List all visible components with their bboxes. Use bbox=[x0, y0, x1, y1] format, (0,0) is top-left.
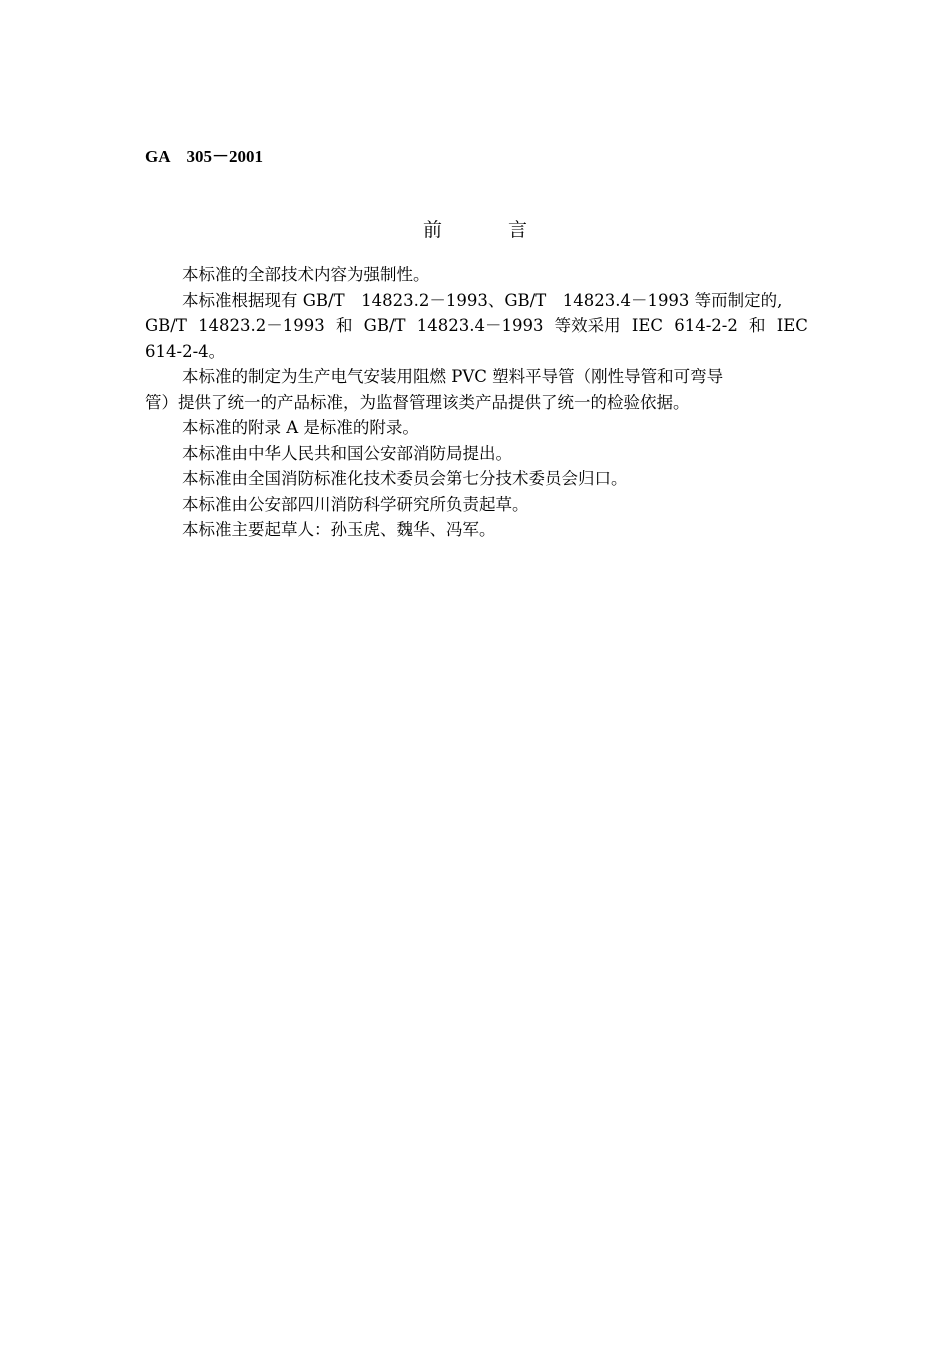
foreword-heading bbox=[0, 215, 950, 242]
heading-char-2: 言 bbox=[508, 219, 528, 241]
basis-word: 和 bbox=[749, 316, 766, 335]
paragraph-purpose-line-1: 本标准的制定为生产电气安装用阻燃 PVC 塑料平导管（刚性导管和可弯导 bbox=[182, 367, 724, 386]
paragraph-managed-by: 本标准由全国消防标准化技术委员会第七分技术委员会归口。 bbox=[182, 469, 628, 488]
basis-word: 614-2-2 bbox=[674, 316, 738, 335]
basis-word: GB/T bbox=[363, 316, 406, 335]
basis-word: 14823.2－1993 bbox=[198, 316, 325, 335]
basis-word: 14823.4－1993 bbox=[416, 316, 544, 335]
paragraph-purpose bbox=[145, 364, 808, 415]
paragraph-proposed-by: 本标准由中华人民共和国公安部消防局提出。 bbox=[182, 443, 512, 463]
basis-word: IEC bbox=[631, 316, 664, 335]
foreword-body bbox=[145, 262, 808, 543]
basis-word: 等效采用 bbox=[554, 316, 621, 335]
paragraph-basis-line-2 bbox=[145, 313, 808, 339]
paragraph-drafted-by: 本标准由公安部四川消防科学研究所负责起草。 bbox=[182, 494, 529, 514]
paragraph-appendix: 本标准的附录 A 是标准的附录。 bbox=[182, 418, 419, 437]
paragraph-basis-line-3: 614-2-4。 bbox=[145, 341, 226, 361]
paragraph-basis bbox=[145, 288, 808, 365]
basis-word: 和 bbox=[335, 316, 353, 335]
paragraph-mandatory: 本标准的全部技术内容为强制性。 bbox=[182, 265, 430, 284]
paragraph-basis-line-1: 本标准根据现有 GB/T 14823.2－1993、GB/T 14823.4－1993 等而制定的, bbox=[182, 290, 783, 310]
basis-word: IEC bbox=[776, 316, 808, 335]
paragraph-purpose-line-2: 管）提供了统一的产品标准，为监督管理该类产品提供了统一的检验依据。 bbox=[145, 392, 690, 412]
standard-code: GA 305－2001 bbox=[145, 147, 264, 166]
heading-char-1: 前 bbox=[422, 219, 442, 241]
basis-word: GB/T bbox=[145, 316, 187, 335]
paragraph-drafters: 本标准主要起草人：孙玉虎、魏华、冯军。 bbox=[182, 520, 496, 539]
